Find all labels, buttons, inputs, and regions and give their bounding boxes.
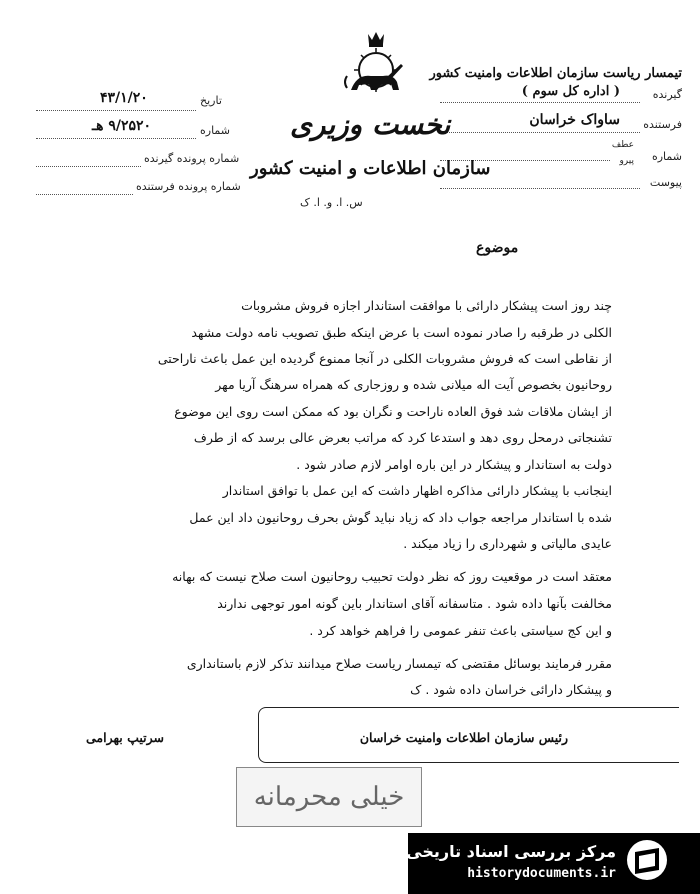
archive-url: historydocuments.ir (467, 866, 616, 881)
follow-up-note: پیرو (619, 156, 634, 166)
body-line: مقرر فرمایند بوسائل مقتضی که تیمسار ریاست صلاح میدانند تذکر لازم باستانداری (186, 656, 612, 671)
organization-code: س. ا. و. ا. ک (300, 196, 363, 209)
sender-file-number-label: شماره پرونده فرستنده (136, 180, 241, 193)
ministry-title: نخست وزیری (290, 108, 451, 141)
body-line: از نقاطی است که فروش مشروبات الکلی در آنجا ممنوع گردیده این عمل باعث ناراحتی (157, 351, 612, 366)
date-value: ۴۳/۱/۲۰ (100, 90, 148, 106)
body-line: الکلی در طرقبه را صادر نموده است با عرض اینکه طبق تصویب نامه دولت مشهد (191, 325, 612, 340)
body-line: تشنجاتی درمحل روی دهد و استدعا کرد که مراتب بعرض عالی برسد که از طرف (193, 430, 612, 445)
lion-and-sun-emblem (337, 30, 415, 96)
attachment-label: پیوست (649, 176, 682, 189)
sender-label: فرستنده (643, 118, 682, 131)
body-line: معتقد است در موقعیت روز که نظر دولت تحبیب روحانیون است صلاح نیست که بهانه (172, 569, 612, 584)
number-value: ۹/۲۵۲۰ هـ (92, 118, 152, 134)
body-line: و پیشکار دارائی خراسان داده شود . ک (410, 682, 612, 697)
body-line: شده با استاندار مراجعه جواب داد که زیاد نباید گوش بحرف روحانیون داد این عمل (189, 510, 612, 525)
recipient-file-number-label: شماره پرونده گیرنده (144, 152, 240, 165)
body-line: عایدی مالیاتی و شهرداری را زیاد میکند . (403, 536, 612, 551)
number-label-left: شماره (200, 124, 231, 137)
subject-label: موضوع (476, 240, 519, 256)
classification-seal: خیلی محرمانه (236, 767, 422, 827)
sender-value: ساواک خراسان (529, 112, 620, 128)
archive-name: مرکز بررسی اسناد تاریخی (406, 842, 616, 861)
body-line: چند روز است پیشکار دارائی با موافقت استاندار اجازه فروش مشروبات (241, 298, 612, 313)
body-line: از ایشان ملاقات شد فوق العاده ناراحت و نگران بود که ممکن است روی این موضوع (174, 404, 612, 419)
organization-name: سازمان اطلاعات و امنیت کشور (250, 158, 491, 179)
signatory-title: رئیس سازمان اطلاعات وامنیت خراسان (359, 730, 568, 745)
date-label: تاریخ (200, 94, 222, 107)
body-line: و این کج سیاستی باعث تنفر عمومی را فراهم خواهد کرد . (309, 623, 612, 638)
number-label-right: شماره (651, 150, 682, 163)
archive-logo-icon (625, 838, 669, 882)
recipient-value: ( اداره کل سوم ) (521, 84, 620, 99)
recipient-label: گیرنده (652, 88, 682, 101)
agency-line: تیمسار ریاست سازمان اطلاعات وامنیت کشور (429, 66, 682, 81)
signatory-name: سرتیپ بهرامی (86, 730, 164, 745)
body-line: مخالفت بآنها داده شود . متاسفانه آقای استاندار باین گونه امور توجهی ندارند (217, 596, 612, 611)
body-line: دولت به استاندار و پیشکار در این باره اوامر لازم صادر شود . (296, 457, 612, 472)
body-line: اینجانب با پیشکار دارائی مذاکره اظهار داشت که این عمل با توافق استاندار (222, 483, 612, 498)
reference-note: عطف (611, 140, 634, 150)
body-line: روحانیون بخصوص آیت اله میلانی شده و روزجاری که همراه سرهنگ آریا مهر (215, 377, 612, 392)
